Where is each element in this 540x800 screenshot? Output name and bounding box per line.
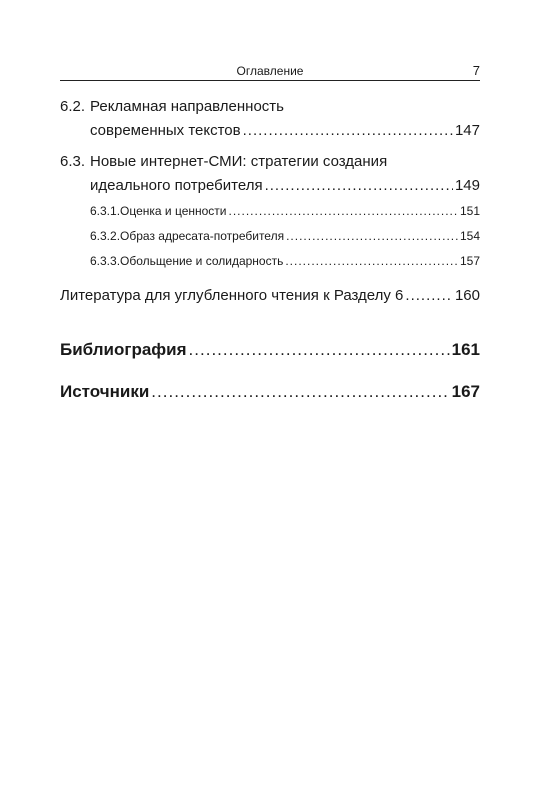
toc-entry-page: 161 (451, 340, 480, 359)
toc-entry-line (60, 95, 480, 119)
toc-entry-title: Рекламная направленность (90, 98, 284, 115)
toc-leader-dots (405, 284, 453, 308)
toc-entry-line (60, 119, 480, 143)
toc-entry-line (60, 338, 480, 362)
toc-entry-sources[interactable] (60, 380, 480, 404)
toc-entry-page: 147 (454, 122, 480, 139)
toc-entry-line (90, 252, 480, 270)
toc-leader-dots (189, 338, 450, 362)
toc-entry-page: 154 (459, 229, 480, 243)
toc-entry-page: 160 (454, 287, 480, 304)
toc-entry-page: 157 (459, 254, 480, 268)
toc-entry-line (60, 380, 480, 404)
toc-entry-page: 149 (454, 177, 480, 194)
header-page-number: 7 (472, 63, 480, 78)
toc-entry-line (90, 227, 480, 245)
toc-leader-dots (285, 252, 458, 270)
toc-leader-dots (229, 202, 458, 220)
toc-entry-title: Обольщение и солидарность (120, 254, 284, 268)
toc-entry-number: 6.3.3. (90, 254, 121, 268)
toc-entry-page: 151 (459, 204, 480, 218)
toc-entry-literature[interactable] (60, 284, 480, 308)
toc-entry-line (60, 284, 480, 308)
toc-entry-title: Источники (60, 382, 150, 401)
toc-entry-6-2[interactable] (60, 95, 480, 143)
toc-entry-6-3-1[interactable] (90, 202, 480, 220)
toc-entry-title: Оценка и ценности (120, 204, 227, 218)
toc-entry-title: Библиография (60, 340, 187, 359)
toc-entry-title-cont: идеального потребителя (90, 177, 263, 194)
toc-leader-dots (243, 119, 453, 143)
toc-leader-dots (286, 227, 458, 245)
toc-entry-number: 6.3.1. (90, 204, 121, 218)
toc-entry-page: 167 (451, 382, 480, 401)
toc-entry-6-3-2[interactable] (90, 227, 480, 245)
toc-entry-number: 6.3. (60, 153, 86, 170)
toc-entry-number: 6.3.2. (90, 229, 121, 243)
toc-entry-6-3[interactable] (60, 150, 480, 198)
toc-entry-number: 6.2. (60, 98, 86, 115)
toc-entry-bibliography[interactable] (60, 338, 480, 362)
toc-entry-6-3-3[interactable] (90, 252, 480, 270)
toc-entry-line (90, 202, 480, 220)
toc-entry-line (60, 150, 480, 174)
toc-entry-title: Литература для углубленного чтения к Разделу 6 (60, 287, 404, 304)
running-header (60, 62, 480, 81)
header-title: Оглавление (236, 64, 304, 78)
toc-leader-dots (265, 174, 453, 198)
toc-entry-line (60, 174, 480, 198)
toc-leader-dots (151, 380, 449, 404)
toc-entry-title-cont: современных текстов (90, 122, 241, 139)
toc-entry-title: Новые интернет-СМИ: стратегии создания (90, 153, 388, 170)
toc-entry-title: Образ адресата-потребителя (120, 229, 285, 243)
